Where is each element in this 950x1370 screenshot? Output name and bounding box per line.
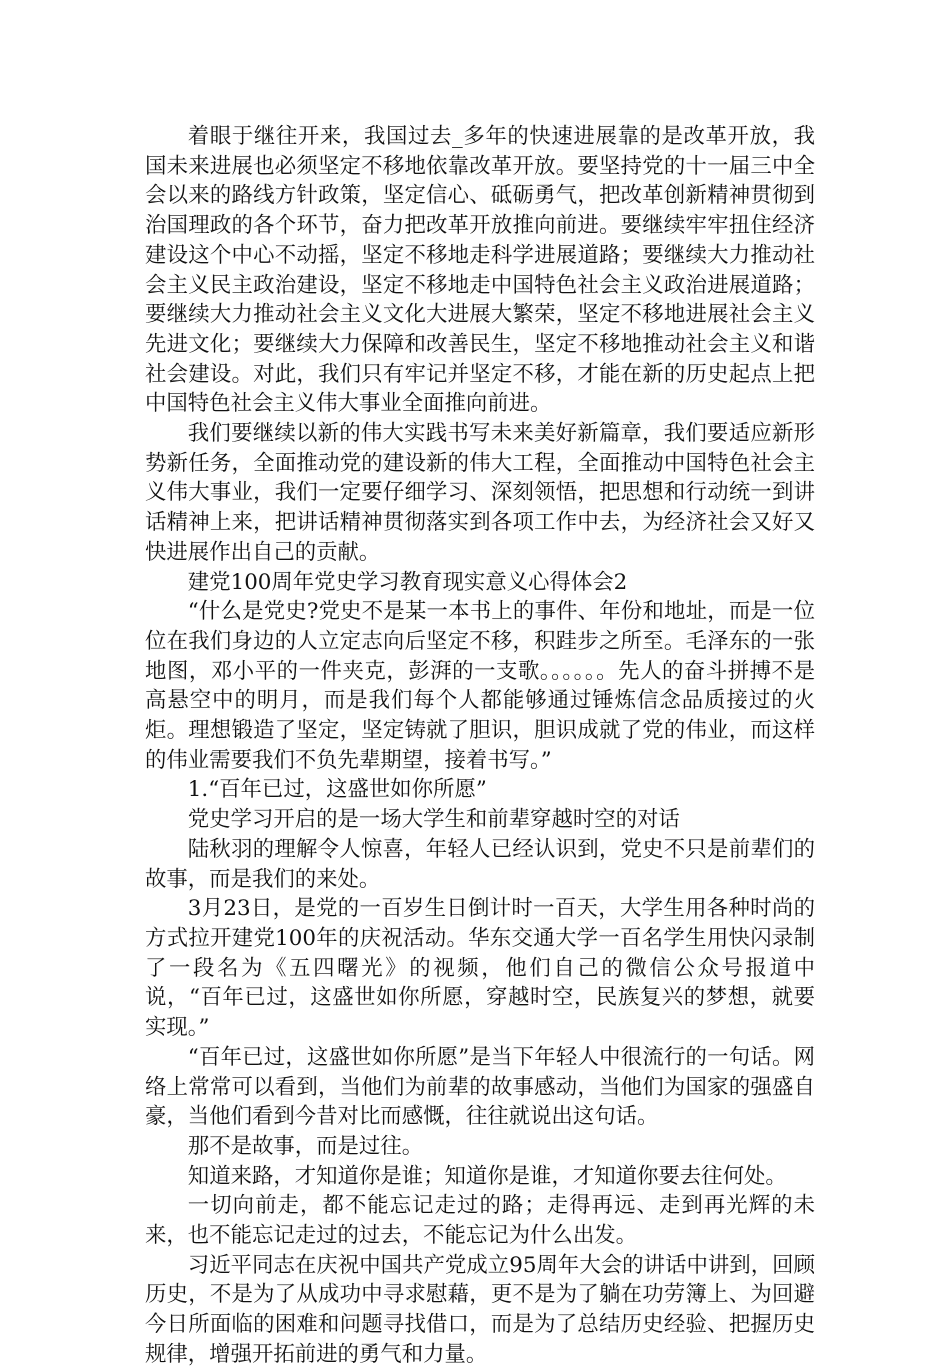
paragraph-new-chapter: 我们要继续以新的伟大实践书写未来美好新篇章，我们要适应新形势新任务，全面推动党的建设新的伟大工程，全面推动中国特色社会主义伟大事业，我们一定要仔细学习、深刻领悟，把思想和行动统一到讲话精神上来，把讲话精神贯彻落实到各项工作中去，为经济社会又好又快进展作出自己的贡献。 — [145, 421, 815, 565]
paragraph-what-is-party-history: “什么是党史?党史不是某一本书上的事件、年份和地址，而是一位位在我们身边的人立定志向后坚定不移，积跬步之所至。毛泽东的一张地图，邓小平的一件夹克，彭湃的一支歌。。。。。。先人的奋斗拼搏不是高悬空中的明月，而是我们每个人都能够通过锤炼信念品质接过的火炬。理想锻造了坚定，坚定铸就了胆识，胆识成就了党的伟业，而这样的伟业需要我们不负先辈期望，接着书写。” — [145, 599, 815, 773]
paragraph-xi-speech: 习近平同志在庆祝中国共产党成立95周年大会的讲话中讲到，回顾历史，不是为了从成功中寻求慰藉，更不是为了躺在功劳簿上、为回避今日所面临的困难和问题寻找借口，而是为了总结历史经验、把握历史规律，增强开拓前进的勇气和力量。 — [145, 1252, 815, 1367]
paragraph-know-origin: 知道来路，才知道你是谁；知道你是谁，才知道你要去往何处。 — [187, 1163, 787, 1189]
section-heading: 建党100周年党史学习教育现实意义心得体会2 — [187, 569, 628, 595]
paragraph-march-23: 3月23日，是党的一百岁生日倒计时一百天，大学生用各种时尚的方式拉开建党100年的庆祝活动。华东交通大学一百名学生用快闪录制了一段名为《五四曙光》的视频，他们自己的微信公众号报道中说，“百年已过，这盛世如你所愿，穿越时空，民族复兴的梦想，就要实现。” — [145, 896, 815, 1041]
subheading-1: 1.“百年已过，这盛世如你所愿” — [187, 777, 487, 803]
paragraph-move-forward: 一切向前走，都不能忘记走过的路；走得再远、走到再光辉的未来，也不能忘记走过的过去，不能忘记为什么出发。 — [145, 1193, 815, 1249]
paragraph-not-a-story: 那不是故事，而是过往。 — [187, 1133, 424, 1159]
paragraph-dialogue: 党史学习开启的是一场大学生和前辈穿越时空的对话 — [187, 807, 680, 833]
paragraph-reform-opening: 着眼于继往开来，我国过去_多年的快速进展靠的是改革开放，我国未来进展也必须坚定不移地依靠改革开放。要坚持党的十一届三中全会以来的路线方针政策，坚定信心、砥砺勇气，把改革创新精神贯彻到治国理政的各个环节，奋力把改革开放推向前进。要继续牢牢扭住经济建设这个中心不动摇，坚定不移地走科学进展道路；要继续大力推动社会主义民主政治建设，坚定不移地走中国特色社会主义政治进展道路；要继续大力推动社会主义文化大进展大繁荣，坚定不移地进展社会主义先进文化；要继续大力保障和改善民生，坚定不移地推动社会主义和谐社会建设。对此，我们只有牢记并坚定不移，才能在新的历史起点上把中国特色社会主义伟大事业全面推向前进。 — [145, 124, 815, 417]
document-page — [145, 122, 815, 1370]
paragraph-understanding: 陆秋羽的理解令人惊喜，年轻人已经认识到，党史不只是前辈们的故事，而是我们的来处。 — [145, 836, 815, 892]
paragraph-popular-phrase: “百年已过，这盛世如你所愿”是当下年轻人中很流行的一句话。网络上常常可以看到，当他们为前辈的故事感动，当他们为国家的强盛自豪，当他们看到今昔对比而感慨，往往就说出这句话。 — [145, 1044, 815, 1130]
